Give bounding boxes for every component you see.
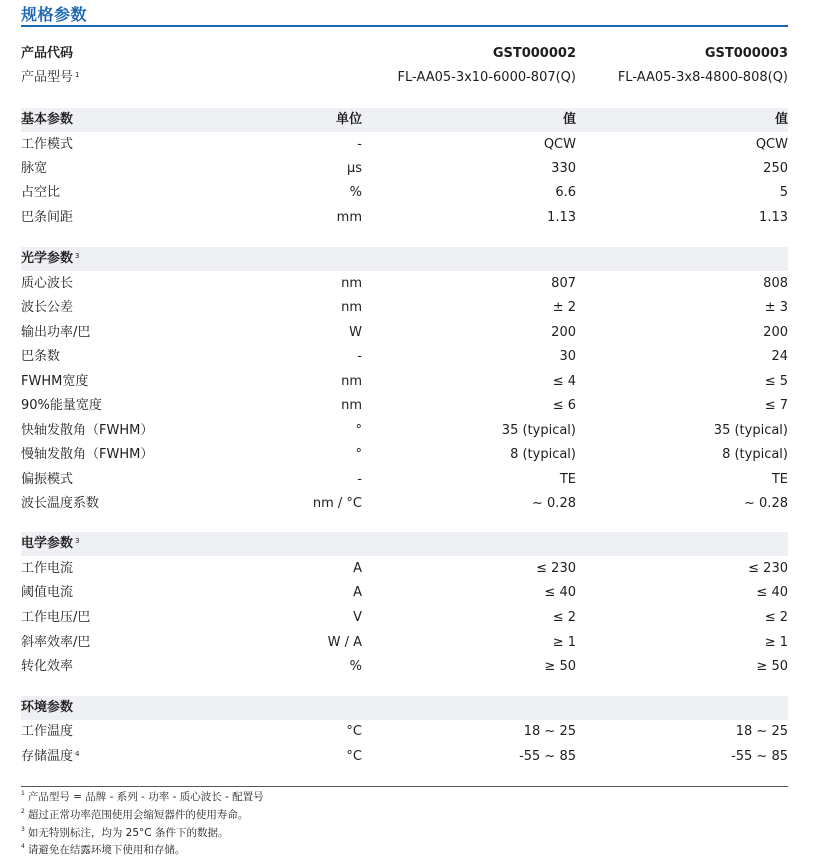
table-row — [21, 370, 788, 394]
table-row — [21, 321, 788, 345]
param-label: 90%能量宽度 — [21, 398, 102, 413]
product-code-label: 产品代码 — [21, 46, 74, 61]
param-value-2: ≥ 50 — [756, 659, 788, 674]
param-label: 巴条数 — [21, 349, 61, 364]
param-value-1: 35 (typical) — [501, 423, 576, 438]
param-unit: °C — [346, 724, 362, 739]
table-row — [21, 557, 788, 581]
product-code-2: GST000003 — [704, 46, 788, 61]
param-label: FWHM宽度 — [21, 374, 89, 389]
section-header-optical — [21, 247, 788, 271]
footnote: $^3$ 如无特别标注，均为 25°C 条件下的数据。 — [21, 826, 229, 839]
param-value-1: 807 — [551, 276, 576, 291]
unit-header: 单位 — [335, 112, 362, 127]
param-label: 波长温度系数 — [21, 496, 100, 511]
param-label: 工作电压/巴 — [21, 610, 91, 625]
param-unit: A — [353, 561, 362, 576]
table-row — [21, 272, 788, 296]
param-value-1: ≤ 40 — [544, 585, 576, 600]
param-value-1: 6.6 — [555, 185, 576, 200]
param-unit: nm — [341, 398, 362, 413]
param-value-1: ≥ 50 — [544, 659, 576, 674]
param-label: 脉宽 — [21, 161, 48, 176]
param-value-1: 18 ~ 25 — [523, 724, 576, 739]
param-value-1: TE — [559, 472, 576, 487]
param-label: 工作温度 — [21, 724, 74, 739]
param-unit: °C — [346, 749, 362, 764]
param-unit: A — [353, 585, 362, 600]
product-model-row — [21, 66, 788, 90]
param-label: 偏振模式 — [21, 472, 74, 487]
param-value-2: ≤ 230 — [748, 561, 788, 576]
table-row — [21, 655, 788, 679]
param-value-1: 200 — [551, 325, 576, 340]
param-unit: nm — [341, 276, 362, 291]
param-value-2: ± 3 — [764, 300, 788, 315]
param-value-2: 24 — [771, 349, 788, 364]
section-title: 基本参数 — [21, 112, 74, 127]
param-unit: nm / °C — [312, 496, 362, 511]
table-row — [21, 394, 788, 418]
table-row — [21, 206, 788, 230]
product-model-label: 产品型号 $^1$ — [21, 70, 80, 85]
param-value-2: TE — [771, 472, 788, 487]
table-row — [21, 745, 788, 769]
product-model-2: FL-AA05-3x8-4800-808(Q) — [617, 70, 788, 85]
param-label: 工作模式 — [21, 137, 74, 152]
param-label: 斜率效率/巴 — [21, 635, 91, 650]
param-value-2: 200 — [763, 325, 788, 340]
section-title: 电学参数 $^3$ — [21, 536, 80, 551]
param-value-1: ≤ 230 — [536, 561, 576, 576]
param-label: 慢轴发散角（FWHM） — [21, 447, 154, 462]
param-unit: W / A — [327, 635, 362, 650]
param-value-2: 5 — [779, 185, 788, 200]
footnote: $^1$ 产品型号 = 品牌 - 系列 - 功率 - 质心波长 - 配置号 — [21, 790, 264, 803]
param-unit: V — [353, 610, 362, 625]
param-unit: ° — [355, 447, 362, 462]
product-code-row — [21, 42, 788, 66]
product-code-1: GST000002 — [492, 46, 576, 61]
param-unit: nm — [341, 374, 362, 389]
param-value-1: QCW — [543, 137, 576, 152]
table-row — [21, 581, 788, 605]
page-title: 规格参数 — [21, 5, 88, 24]
param-label: 存储温度 $^4$ — [21, 749, 80, 764]
param-value-2: ≤ 40 — [756, 585, 788, 600]
table-row — [21, 296, 788, 320]
param-value-2: ≤ 5 — [764, 374, 788, 389]
table-row — [21, 419, 788, 443]
param-unit: % — [349, 659, 362, 674]
param-value-1: 8 (typical) — [510, 447, 576, 462]
param-value-2: ≤ 2 — [764, 610, 788, 625]
param-unit: ° — [355, 423, 362, 438]
param-value-2: QCW — [755, 137, 788, 152]
param-value-1: ≤ 2 — [552, 610, 576, 625]
param-value-1: ± 2 — [552, 300, 576, 315]
param-unit: nm — [341, 300, 362, 315]
param-value-1: ≥ 1 — [552, 635, 576, 650]
param-value-1: ≤ 6 — [552, 398, 576, 413]
param-label: 转化效率 — [21, 659, 74, 674]
param-label: 输出功率/巴 — [21, 325, 91, 340]
param-value-1: -55 ~ 85 — [519, 749, 576, 764]
value-header-1: 值 — [562, 112, 576, 127]
table-row — [21, 468, 788, 492]
param-unit: % — [349, 185, 362, 200]
param-value-1: ≤ 4 — [552, 374, 576, 389]
table-row — [21, 133, 788, 157]
param-unit: - — [357, 472, 362, 487]
param-label: 快轴发散角（FWHM） — [21, 423, 154, 438]
footnote: $^4$ 请避免在结露环境下使用和存储。 — [21, 843, 186, 856]
footnote-divider — [21, 786, 788, 787]
param-label: 阈值电流 — [21, 585, 74, 600]
param-label: 工作电流 — [21, 561, 74, 576]
param-value-2: -55 ~ 85 — [731, 749, 788, 764]
table-row — [21, 157, 788, 181]
title-divider — [21, 25, 788, 27]
param-value-1: ~ 0.28 — [532, 496, 576, 511]
param-unit: mm — [336, 210, 362, 225]
table-row — [21, 720, 788, 744]
table-row — [21, 606, 788, 630]
product-model-1: FL-AA05-3x10-6000-807(Q) — [397, 70, 576, 85]
param-label: 巴条间距 — [21, 210, 74, 225]
table-row — [21, 492, 788, 516]
param-value-2: 1.13 — [759, 210, 788, 225]
section-title: 环境参数 — [21, 700, 74, 715]
table-row — [21, 181, 788, 205]
footnote: $^2$ 超过正常功率范围使用会缩短器件的使用寿命。 — [21, 808, 249, 821]
param-label: 质心波长 — [21, 276, 74, 291]
section-header-environment — [21, 696, 788, 720]
section-title: 光学参数 $^3$ — [21, 251, 80, 266]
param-unit: W — [349, 325, 362, 340]
param-unit: - — [357, 137, 362, 152]
param-value-1: 330 — [551, 161, 576, 176]
param-value-2: 35 (typical) — [713, 423, 788, 438]
param-unit: - — [357, 349, 362, 364]
param-unit: μs — [346, 161, 362, 176]
value-header-2: 值 — [774, 112, 788, 127]
table-row — [21, 631, 788, 655]
param-value-1: 1.13 — [547, 210, 576, 225]
param-value-1: 30 — [559, 349, 576, 364]
param-value-2: 808 — [763, 276, 788, 291]
param-value-2: ≤ 7 — [764, 398, 788, 413]
param-value-2: 250 — [763, 161, 788, 176]
section-header-electrical — [21, 532, 788, 556]
param-label: 波长公差 — [21, 300, 74, 315]
param-label: 占空比 — [21, 185, 61, 200]
table-row — [21, 443, 788, 467]
section-header-basic — [21, 108, 788, 132]
param-value-2: ~ 0.28 — [744, 496, 788, 511]
param-value-2: ≥ 1 — [764, 635, 788, 650]
param-value-2: 18 ~ 25 — [735, 724, 788, 739]
table-row — [21, 345, 788, 369]
param-value-2: 8 (typical) — [722, 447, 788, 462]
